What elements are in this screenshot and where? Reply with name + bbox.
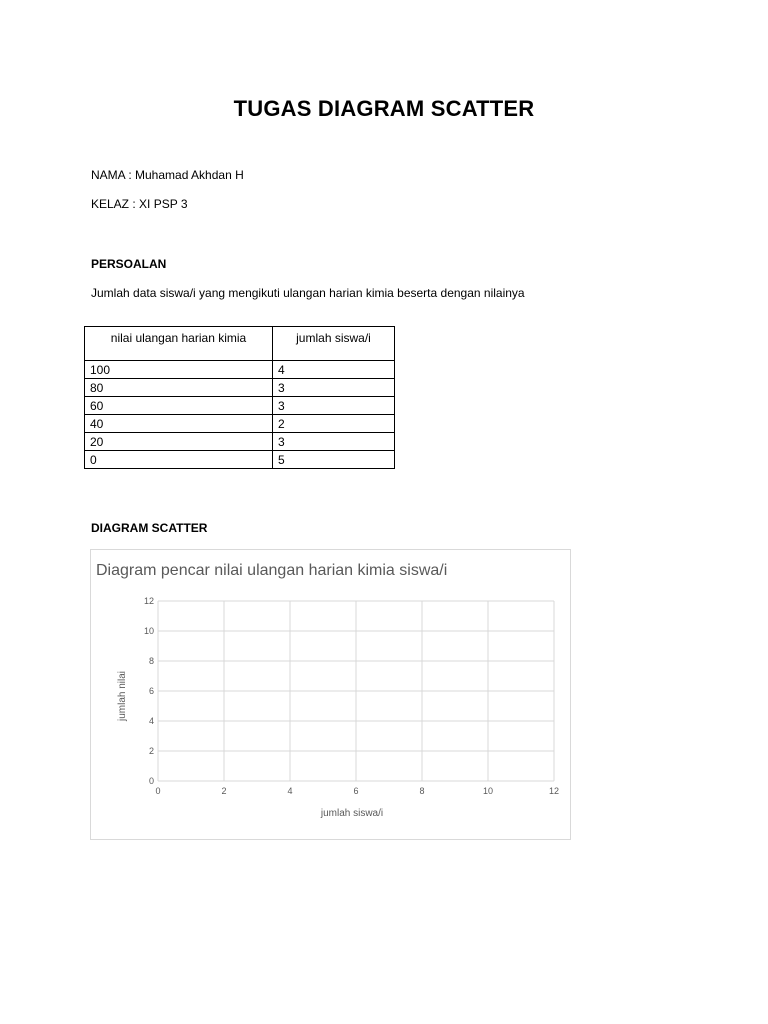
y-tick-label: 8 (148, 656, 154, 666)
y-tick-label: 12 (143, 596, 154, 606)
y-tick-label: 10 (143, 626, 154, 636)
diagram-heading: DIAGRAM SCATTER (91, 521, 208, 535)
y-tick-label: 2 (148, 746, 154, 756)
table-cell-count: 4 (273, 361, 395, 379)
table-row (85, 361, 395, 379)
table-cell-score: 60 (85, 397, 273, 415)
table-cell-count: 2 (273, 415, 395, 433)
x-tick-label: 12 (548, 786, 560, 796)
document-title: TUGAS DIAGRAM SCATTER (233, 96, 535, 121)
student-name: NAMA : Muhamad Akhdan H (91, 168, 244, 182)
table-row (85, 397, 395, 415)
table-cell-count: 3 (273, 379, 395, 397)
scatter-plot (91, 550, 570, 839)
x-tick-label: 6 (353, 786, 359, 796)
student-class: KELAZ : XI PSP 3 (91, 197, 188, 211)
data-table (84, 326, 395, 469)
table-row (85, 379, 395, 397)
grid-layer (158, 601, 554, 781)
table-cell-count: 3 (273, 397, 395, 415)
x-tick-label: 10 (482, 786, 494, 796)
table-cell-count: 3 (273, 433, 395, 451)
table-row (85, 415, 395, 433)
x-tick-label: 0 (155, 786, 161, 796)
table-cell-score: 80 (85, 379, 273, 397)
table-cell-score: 20 (85, 433, 273, 451)
table-header-count: jumlah siswa/i (273, 327, 395, 361)
y-tick-label: 6 (148, 686, 154, 696)
problem-text: Jumlah data siswa/i yang mengikuti ulangan harian kimia beserta dengan nilainya (91, 286, 525, 300)
x-axis-label: jumlah siswa/i (320, 808, 384, 819)
problem-heading: PERSOALAN (91, 257, 167, 271)
y-tick-label: 4 (148, 716, 154, 726)
x-tick-label: 4 (287, 786, 293, 796)
table-cell-score: 40 (85, 415, 273, 433)
table-cell-count: 5 (273, 451, 395, 469)
table-cell-score: 0 (85, 451, 273, 469)
table-header-score: nilai ulangan harian kimia (85, 327, 273, 361)
chart-container (90, 549, 571, 840)
tick-layer (144, 596, 559, 796)
table-row (85, 451, 395, 469)
x-tick-label: 2 (221, 786, 227, 796)
chart-title: Diagram pencar nilai ulangan harian kimia siswa/i (96, 562, 448, 579)
table-cell-score: 100 (85, 361, 273, 379)
y-tick-label: 0 (148, 776, 154, 786)
table-row (85, 433, 395, 451)
table-header-row (85, 327, 395, 361)
x-tick-label: 8 (419, 786, 425, 796)
y-axis-label: jumlah nilai (117, 670, 128, 722)
